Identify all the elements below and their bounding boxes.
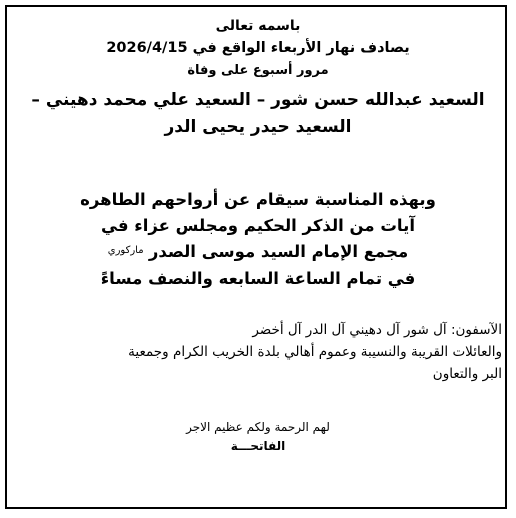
closing-line-1: لهم الرحمة ولكم عظيم الاجر (186, 420, 330, 434)
event-line-2: آيات من الذكر الحكيم ومجلس عزاء في (101, 216, 415, 235)
deceased-names-line-1: السعيد عبدالله حسن شور – السعيد علي محمد دهيني – (31, 90, 485, 110)
venue-area: ماركوري (107, 245, 144, 256)
deceased-names-line-2: السعيد حيدر يحيى الدر (164, 117, 352, 137)
event-time-line: في تمام الساعة السابعه والنصف مساءً (100, 269, 416, 288)
mourners-line-3: البر والتعاون (432, 366, 502, 382)
date-line: يصادف نهار الأربعاء الواقع في 2026/4/15 (106, 40, 410, 56)
event-line-3 (10, 242, 506, 261)
week-line: مرور أسبوع على وفاة (187, 63, 329, 78)
closing-line-2: الفاتحـــة (230, 439, 286, 453)
basmala: باسمه تعالى (215, 18, 301, 34)
event-line-1: وبهذه المناسبة سيقام عن أرواحهم الطاهره (80, 190, 436, 209)
mourners-line-2: والعائلات القريبة والنسيبة وعموم أهالي بلدة الخريب الكرام وجمعية (128, 344, 502, 360)
venue-name: مجمع الإمام السيد موسى الصدر (148, 242, 409, 261)
mourners-line-1: الآسفون: آل شور آل دهيني آل الدر آل أخضر (252, 322, 502, 338)
